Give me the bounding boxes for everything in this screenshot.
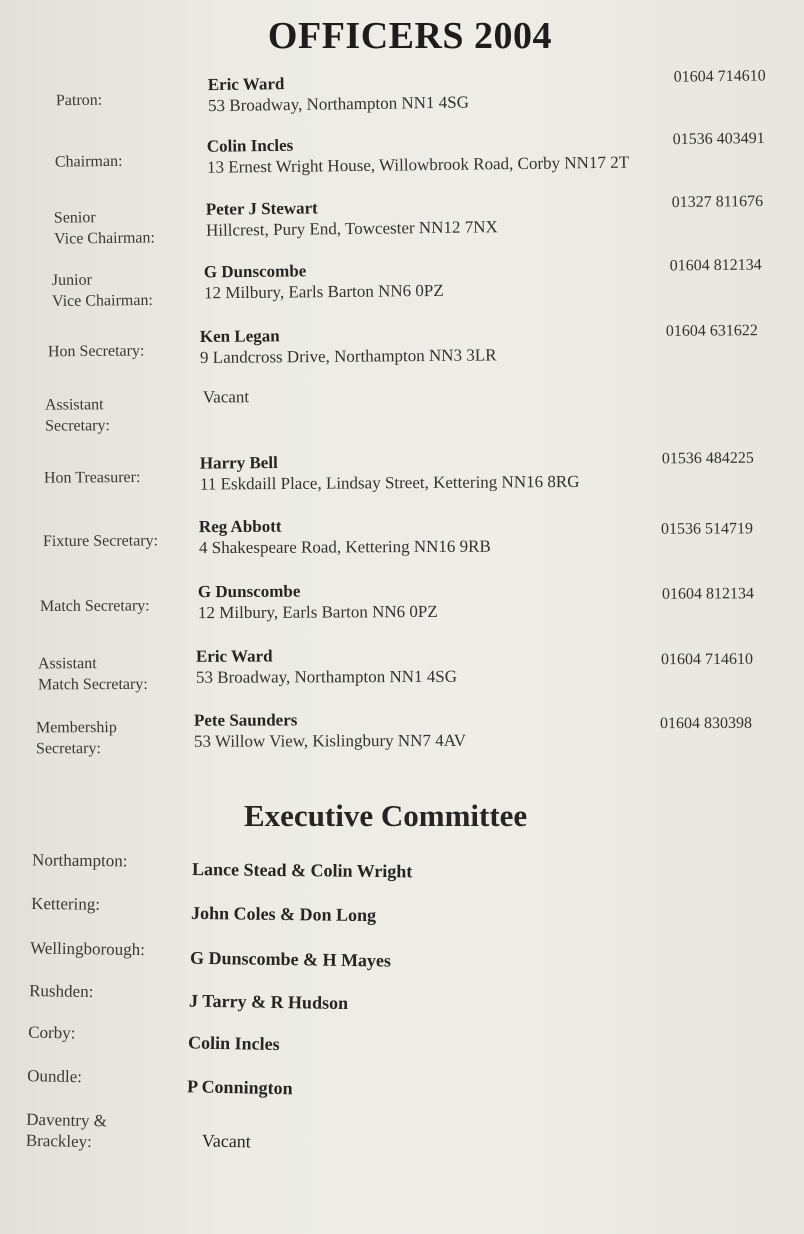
officer-address: 9 Landcross Drive, Northampton NN3 3LR xyxy=(199,345,497,367)
officer-chairman xyxy=(55,129,804,198)
committee-members: G Dunscombe & H Mayes xyxy=(189,947,392,971)
committee-row-wellingborough xyxy=(30,938,531,985)
officer-name: Harry Bell xyxy=(199,453,278,473)
committee-row-northampton xyxy=(32,849,532,894)
officer-role: Assistant Match Secretary: xyxy=(37,655,148,694)
officer-name: G Dunscombe xyxy=(197,581,301,602)
committee-members: J Tarry & R Hudson xyxy=(188,990,349,1014)
committee-row-oundle xyxy=(27,1065,528,1115)
committee-area: Daventry & Brackley: xyxy=(25,1109,108,1152)
officer-address: 53 Broadway, Northampton NN1 4SG xyxy=(195,666,457,687)
officer-name: Pete Saunders xyxy=(193,710,298,730)
officer-phone: 01327 811676 xyxy=(671,192,764,212)
committee-area: Wellingborough: xyxy=(30,938,146,960)
officer-fixture-secretary xyxy=(43,514,803,578)
officer-address: 12 Milbury, Earls Barton NN6 0PZ xyxy=(203,280,444,303)
officer-match-secretary xyxy=(40,579,800,643)
officer-address: 12 Milbury, Earls Barton NN6 0PZ xyxy=(197,601,438,623)
officer-role: Patron: xyxy=(55,91,103,110)
officer-name: Reg Abbott xyxy=(198,516,282,537)
officer-role: Chairman: xyxy=(54,152,123,171)
committee-members: John Coles & Don Long xyxy=(190,902,377,926)
officer-address: 53 Willow View, Kislingbury NN7 4AV xyxy=(193,730,467,751)
officer-membership-secretary xyxy=(36,709,796,772)
officer-role: Fixture Secretary: xyxy=(42,532,159,550)
committee-members: Colin Incles xyxy=(187,1032,280,1055)
committee-row-daventry-brackley xyxy=(26,1109,527,1159)
officer-phone: 01536 514719 xyxy=(660,520,753,538)
officer-role: Hon Treasurer: xyxy=(43,468,141,487)
officer-name: Peter J Stewart xyxy=(205,198,318,219)
committee-members: Lance Stead & Colin Wright xyxy=(191,859,413,882)
officer-name: Ken Legan xyxy=(199,326,280,346)
officer-address: Hillcrest, Pury End, Towcester NN12 7NX xyxy=(205,217,498,240)
officer-junior-vice-chairman xyxy=(52,256,804,324)
officer-phone: 01604 631622 xyxy=(665,322,758,340)
officer-address: 4 Shakespeare Road, Kettering NN16 9RB xyxy=(198,536,491,558)
committee-row-kettering xyxy=(31,893,531,939)
officer-phone: 01604 830398 xyxy=(659,714,752,733)
officer-role: Senior Vice Chairman: xyxy=(53,209,155,248)
officer-name: G Dunscombe xyxy=(203,261,307,282)
officer-name: Eric Ward xyxy=(195,646,273,666)
officer-senior-vice-chairman xyxy=(54,192,804,261)
officer-role: Assistant Secretary: xyxy=(44,396,110,435)
officer-assistant-secretary xyxy=(45,383,804,448)
officer-phone: 01604 812134 xyxy=(661,585,754,603)
committee-row-rushden xyxy=(29,980,530,1028)
officer-phone: 01604 714610 xyxy=(660,650,753,669)
page-title: OFFICERS 2004 xyxy=(267,15,553,57)
committee-members: Vacant xyxy=(201,1130,252,1152)
committee-members: P Connington xyxy=(186,1076,293,1099)
officer-name: Colin Incles xyxy=(206,135,294,156)
officer-role: Match Secretary: xyxy=(39,597,150,615)
committee-area: Corby: xyxy=(28,1022,76,1043)
committee-area: Oundle: xyxy=(27,1066,83,1087)
committee-area: Rushden: xyxy=(29,981,94,1002)
officer-assistant-match-secretary xyxy=(38,645,798,708)
committee-row-corby xyxy=(28,1022,529,1071)
officer-vacant: Vacant xyxy=(202,387,250,407)
officer-hon-secretary xyxy=(48,322,804,389)
officer-phone: 01536 484225 xyxy=(661,449,754,468)
officer-phone: 01604 812134 xyxy=(669,256,762,275)
officer-phone: 01536 403491 xyxy=(672,129,765,149)
officer-role: Hon Secretary: xyxy=(47,342,145,361)
officer-role: Membership Secretary: xyxy=(35,719,117,758)
officer-address: 11 Eskdaill Place, Lindsay Street, Kettering NN16 8RG xyxy=(199,471,580,494)
officer-hon-treasurer xyxy=(44,449,804,514)
section-title: Executive Committee xyxy=(244,798,528,833)
officer-role: Junior Vice Chairman: xyxy=(51,271,153,310)
committee-area: Kettering: xyxy=(31,893,101,914)
officer-address: 13 Ernest Wright House, Willowbrook Road, Corby NN17 2T xyxy=(206,152,630,177)
officer-address: 53 Broadway, Northampton NN1 4SG xyxy=(207,92,470,116)
committee-area: Northampton: xyxy=(32,850,128,871)
officer-name: Eric Ward xyxy=(207,74,285,95)
officer-phone: 01604 714610 xyxy=(673,67,766,86)
officer-patron xyxy=(56,67,804,138)
